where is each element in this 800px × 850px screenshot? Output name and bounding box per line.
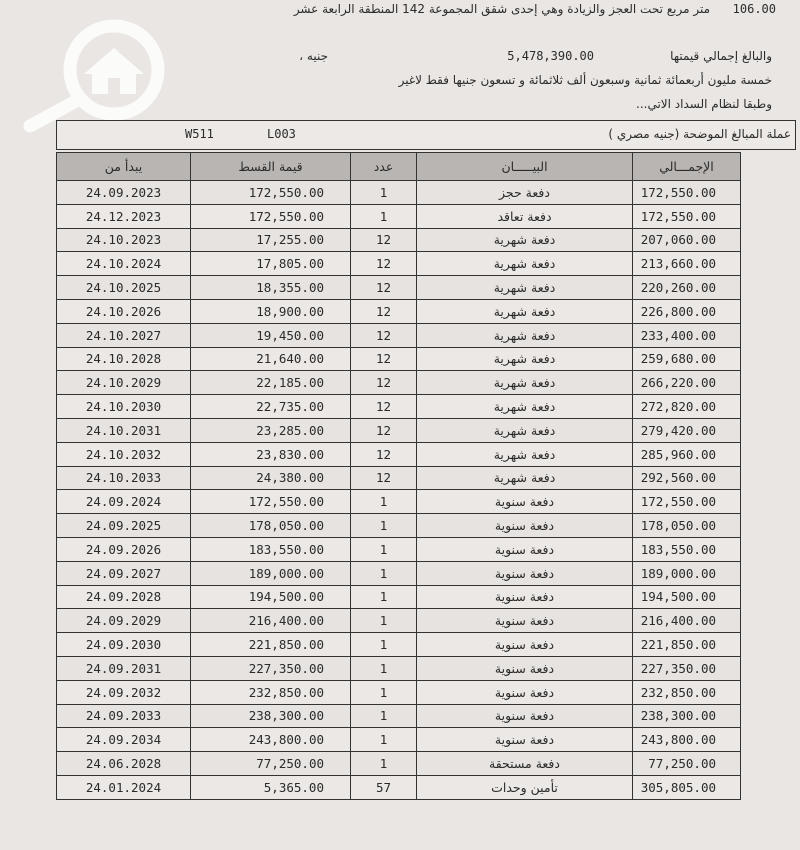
cell-amount: 24,380.00 [191,466,351,490]
cell-total: 233,400.00 [633,323,741,347]
cell-count: 1 [351,181,417,205]
cell-total: 243,800.00 [633,728,741,752]
cell-start: 24.10.2031 [57,418,191,442]
header-start: يبدأ من [57,153,191,181]
table-row [57,276,741,300]
cell-count: 12 [351,371,417,395]
cell-count: 1 [351,728,417,752]
cell-count: 1 [351,537,417,561]
table-row [57,585,741,609]
cell-start: 24.09.2031 [57,656,191,680]
cell-amount: 232,850.00 [191,680,351,704]
cell-total: 189,000.00 [633,561,741,585]
unit-code-l: L003 [267,127,296,141]
table-body [57,181,741,800]
cell-start: 24.10.2027 [57,323,191,347]
cell-desc: دفعة سنوية [417,633,633,657]
table-header-row [57,153,741,181]
line-currency: جنيه ، [299,49,328,63]
cell-count: 12 [351,442,417,466]
cell-amount: 18,900.00 [191,299,351,323]
cell-total: 292,560.00 [633,466,741,490]
cell-amount: 221,850.00 [191,633,351,657]
cell-total: 227,350.00 [633,656,741,680]
cell-desc: دفعة سنوية [417,537,633,561]
cell-total: 232,850.00 [633,680,741,704]
cell-count: 1 [351,752,417,776]
cell-desc: دفعة شهرية [417,299,633,323]
table-row [57,371,741,395]
cell-desc: دفعة سنوية [417,656,633,680]
cell-total: 194,500.00 [633,585,741,609]
cell-start: 24.10.2033 [57,466,191,490]
table-row [57,347,741,371]
table-row [57,728,741,752]
cell-count: 1 [351,680,417,704]
cell-amount: 17,255.00 [191,228,351,252]
cell-desc: دفعة سنوية [417,514,633,538]
table-row [57,418,741,442]
cell-count: 12 [351,323,417,347]
home-location-pin-icon [22,14,172,134]
cell-total: 266,220.00 [633,371,741,395]
cell-desc: دفعة سنوية [417,490,633,514]
cell-amount: 17,805.00 [191,252,351,276]
table-row [57,299,741,323]
cell-total: 77,250.00 [633,752,741,776]
cell-desc: دفعة تعاقد [417,204,633,228]
cell-count: 12 [351,418,417,442]
currency-box [56,120,796,150]
cell-amount: 22,735.00 [191,395,351,419]
cell-desc: دفعة شهرية [417,228,633,252]
table-row [57,514,741,538]
cell-total: 220,260.00 [633,276,741,300]
cell-start: 24.10.2023 [57,228,191,252]
payment-schedule-table [56,152,741,800]
cell-total: 285,960.00 [633,442,741,466]
header-desc: البيـــــان [417,153,633,181]
cell-total: 259,680.00 [633,347,741,371]
cell-amount: 19,450.00 [191,323,351,347]
cell-start: 24.09.2034 [57,728,191,752]
cell-amount: 172,550.00 [191,181,351,205]
cell-total: 238,300.00 [633,704,741,728]
cell-desc: دفعة شهرية [417,347,633,371]
cell-count: 12 [351,252,417,276]
cell-total: 172,550.00 [633,204,741,228]
unit-code-w: W511 [185,127,214,141]
cell-total: 279,420.00 [633,418,741,442]
cell-count: 1 [351,561,417,585]
cell-start: 24.09.2025 [57,514,191,538]
cell-total: 178,050.00 [633,514,741,538]
cell-desc: دفعة شهرية [417,276,633,300]
cell-start: 24.10.2024 [57,252,191,276]
table-row [57,181,741,205]
line-unit-description: متر مربع تحت العجز والزيادة وهي إحدى شقق المجموعة 142 المنطقة الرابعة عشر [293,2,710,16]
cell-count: 1 [351,585,417,609]
cell-desc: دفعة سنوية [417,704,633,728]
cell-total: 216,400.00 [633,609,741,633]
cell-count: 1 [351,204,417,228]
cell-start: 24.12.2023 [57,204,191,228]
cell-start: 24.10.2028 [57,347,191,371]
line-total-label: والبالغ إجمالي قيمتها [670,49,772,63]
cell-amount: 216,400.00 [191,609,351,633]
cell-amount: 172,550.00 [191,490,351,514]
table-row [57,775,741,799]
cell-start: 24.09.2032 [57,680,191,704]
cell-start: 24.09.2030 [57,633,191,657]
cell-count: 57 [351,775,417,799]
table-row [57,704,741,728]
cell-amount: 23,285.00 [191,418,351,442]
cell-amount: 23,830.00 [191,442,351,466]
cell-start: 24.10.2032 [57,442,191,466]
cell-total: 213,660.00 [633,252,741,276]
cell-total: 172,550.00 [633,490,741,514]
cell-amount: 172,550.00 [191,204,351,228]
header-amount: قيمة القسط [191,153,351,181]
cell-desc: دفعة شهرية [417,323,633,347]
cell-desc: دفعة شهرية [417,442,633,466]
cell-start: 24.06.2028 [57,752,191,776]
cell-total: 183,550.00 [633,537,741,561]
cell-start: 24.10.2030 [57,395,191,419]
table-row [57,228,741,252]
table-row [57,680,741,704]
cell-total: 172,550.00 [633,181,741,205]
table-row [57,752,741,776]
cell-total: 305,805.00 [633,775,741,799]
line-area-number: 106.00 [732,2,776,16]
cell-desc: دفعة سنوية [417,609,633,633]
cell-count: 1 [351,704,417,728]
table-row [57,561,741,585]
cell-desc: دفعة سنوية [417,680,633,704]
cell-count: 12 [351,466,417,490]
cell-start: 24.09.2028 [57,585,191,609]
cell-desc: دفعة شهرية [417,252,633,276]
cell-total: 272,820.00 [633,395,741,419]
table-row [57,609,741,633]
line-payment-plan-intro: وطبقا لنظام السداد الاتي... [636,97,772,111]
cell-amount: 238,300.00 [191,704,351,728]
cell-amount: 183,550.00 [191,537,351,561]
cell-amount: 194,500.00 [191,585,351,609]
cell-start: 24.09.2024 [57,490,191,514]
header-count: عدد [351,153,417,181]
table-row [57,442,741,466]
cell-start: 24.09.2027 [57,561,191,585]
cell-amount: 243,800.00 [191,728,351,752]
table-row [57,537,741,561]
cell-amount: 18,355.00 [191,276,351,300]
cell-start: 24.10.2029 [57,371,191,395]
cell-desc: دفعة حجز [417,181,633,205]
table-row [57,466,741,490]
cell-amount: 189,000.00 [191,561,351,585]
cell-amount: 5,365.00 [191,775,351,799]
cell-start: 24.01.2024 [57,775,191,799]
cell-count: 1 [351,490,417,514]
cell-desc: دفعة مستحقة [417,752,633,776]
cell-count: 12 [351,228,417,252]
cell-total: 226,800.00 [633,299,741,323]
cell-desc: دفعة شهرية [417,395,633,419]
cell-amount: 21,640.00 [191,347,351,371]
table-row [57,204,741,228]
cell-amount: 227,350.00 [191,656,351,680]
cell-count: 1 [351,609,417,633]
cell-count: 1 [351,656,417,680]
line-amount-in-words: خمسة مليون أربعمائة ثمانية وسبعون ألف ثلاثمائة و تسعون جنيها فقط لاغير [398,73,772,87]
cell-desc: دفعة شهرية [417,371,633,395]
currency-label: عملة المبالغ الموضحة (جنيه مصري ) [608,127,791,141]
cell-start: 24.09.2033 [57,704,191,728]
cell-amount: 178,050.00 [191,514,351,538]
cell-count: 12 [351,395,417,419]
cell-desc: دفعة سنوية [417,585,633,609]
cell-desc: دفعة سنوية [417,561,633,585]
cell-amount: 22,185.00 [191,371,351,395]
table-row [57,252,741,276]
cell-desc: دفعة شهرية [417,418,633,442]
cell-desc: دفعة سنوية [417,728,633,752]
cell-count: 12 [351,276,417,300]
cell-total: 221,850.00 [633,633,741,657]
cell-amount: 77,250.00 [191,752,351,776]
table-row [57,633,741,657]
cell-start: 24.09.2026 [57,537,191,561]
table-row [57,323,741,347]
cell-count: 12 [351,299,417,323]
table-row [57,656,741,680]
cell-count: 12 [351,347,417,371]
cell-start: 24.09.2029 [57,609,191,633]
cell-count: 1 [351,514,417,538]
table-row [57,395,741,419]
table-row [57,490,741,514]
cell-desc: تأمين وحدات [417,775,633,799]
cell-start: 24.10.2026 [57,299,191,323]
cell-total: 207,060.00 [633,228,741,252]
cell-start: 24.10.2025 [57,276,191,300]
header-total: الإجمـــالي [633,153,741,181]
cell-count: 1 [351,633,417,657]
line-total-amount: 5,478,390.00 [507,49,594,63]
cell-desc: دفعة شهرية [417,466,633,490]
cell-start: 24.09.2023 [57,181,191,205]
